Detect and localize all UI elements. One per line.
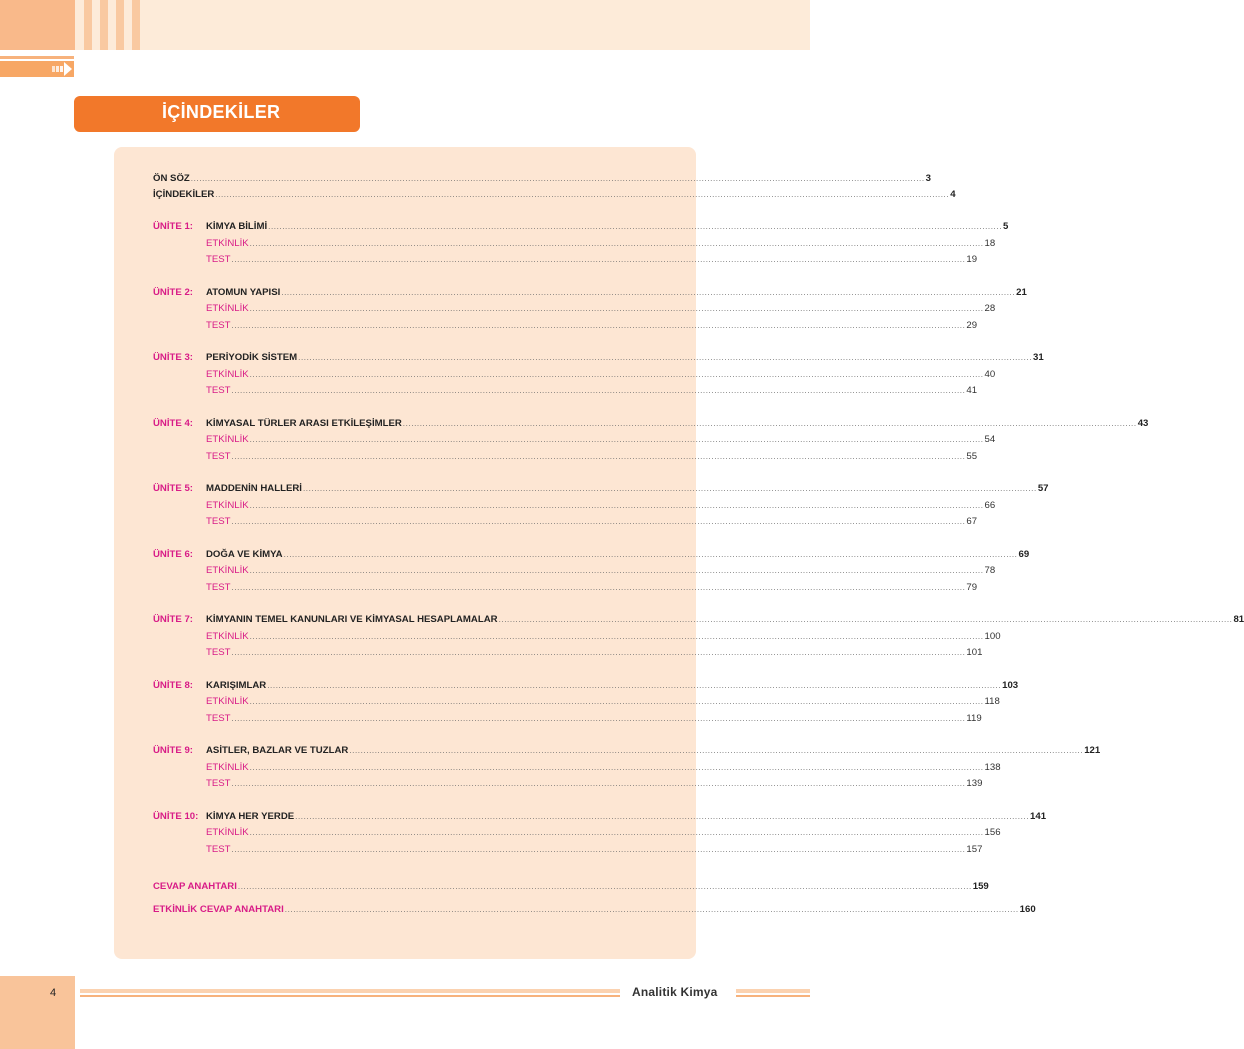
- entry-page-number: 78: [984, 565, 996, 576]
- title-banner: [74, 96, 360, 132]
- entry-label: İÇİNDEKİLER: [153, 189, 215, 200]
- dot-leader: ....................................................................................................................................................................................................................................................................: [249, 304, 984, 313]
- entry-page-number: 29: [966, 319, 978, 331]
- dot-leader: ....................................................................................................................................................................................................................................................................: [249, 631, 984, 641]
- unit-number: ÜNİTE 2:: [153, 286, 193, 298]
- header-stripe: [116, 0, 124, 50]
- entry-page-number: 157: [966, 843, 983, 855]
- dot-leader: ....................................................................................................................................................................................................................................................................: [298, 353, 1033, 362]
- footer-rule: [736, 989, 810, 993]
- entry-label: ETKİNLİK: [206, 827, 249, 838]
- activity-entry: [153, 695, 1000, 709]
- unit-entry: [153, 548, 1030, 562]
- dot-leader: ....................................................................................................................................................................................................................................................................: [215, 190, 950, 199]
- entry-label: ETKİNLİK: [206, 761, 249, 773]
- dot-leader: ....................................................................................................................................................................................................................................................................: [249, 369, 984, 379]
- unit-number: ÜNİTE 5:: [153, 483, 193, 494]
- entry-page-number: 156: [984, 827, 1001, 838]
- dot-leader: ....................................................................................................................................................................................................................................................................: [284, 905, 1019, 914]
- entry-label: TEST: [206, 516, 231, 527]
- entry-label: TEST: [206, 778, 231, 789]
- page-number: 4: [50, 987, 57, 999]
- unit-entry: [153, 417, 1149, 431]
- entry-label: TEST: [206, 450, 231, 462]
- toc-entry: [153, 188, 956, 202]
- test-entry: [153, 581, 978, 595]
- entry-page-number: 159: [972, 881, 989, 892]
- unit-entry: [153, 810, 1047, 824]
- entry-label: ATOMUN YAPISI: [206, 286, 281, 298]
- page-title: İÇİNDEKİLER: [162, 102, 281, 122]
- dot-leader: ....................................................................................................................................................................................................................................................................: [249, 566, 984, 575]
- entry-label: TEST: [206, 712, 231, 724]
- dot-leader: ....................................................................................................................................................................................................................................................................: [249, 238, 984, 248]
- entry-page-number: 118: [984, 696, 1000, 707]
- unit-entry: [153, 220, 1009, 234]
- dot-leader: ....................................................................................................................................................................................................................................................................: [231, 713, 966, 723]
- dot-leader: ....................................................................................................................................................................................................................................................................: [268, 222, 1003, 231]
- entry-label: KİMYA BİLİMİ: [206, 221, 268, 232]
- dot-leader: ....................................................................................................................................................................................................................................................................: [302, 484, 1037, 493]
- entry-page-number: 119: [966, 712, 982, 724]
- unit-number: ÜNİTE 8:: [153, 679, 193, 691]
- dot-leader: ....................................................................................................................................................................................................................................................................: [249, 697, 984, 706]
- entry-label: ETKİNLİK: [206, 630, 249, 642]
- dot-leader: ....................................................................................................................................................................................................................................................................: [231, 320, 966, 330]
- unit-entry: [153, 351, 1044, 365]
- dot-leader: ....................................................................................................................................................................................................................................................................: [295, 811, 1030, 821]
- arrow-right-icon: [52, 60, 72, 78]
- test-entry: [153, 843, 983, 857]
- entry-page-number: 141: [1030, 810, 1047, 822]
- test-entry: [153, 646, 983, 660]
- footer-rule: [80, 989, 620, 993]
- entry-page-number: 28: [984, 303, 996, 314]
- dot-leader: ....................................................................................................................................................................................................................................................................: [249, 500, 984, 510]
- entry-page-number: 5: [1003, 221, 1009, 232]
- dot-leader: ....................................................................................................................................................................................................................................................................: [281, 287, 1016, 297]
- activity-entry: [153, 237, 996, 251]
- activity-entry: [153, 302, 996, 316]
- entry-label: ETKİNLİK: [206, 237, 249, 249]
- unit-number: ÜNİTE 1:: [153, 221, 193, 232]
- entry-page-number: 54: [984, 434, 996, 445]
- test-entry: [153, 253, 978, 267]
- entry-label: ETKİNLİK: [206, 303, 249, 314]
- activity-entry: [153, 826, 1001, 840]
- unit-number: ÜNİTE 6:: [153, 548, 193, 560]
- entry-label: TEST: [206, 385, 231, 396]
- entry-label: TEST: [206, 581, 231, 593]
- book-title: Analitik Kimya: [632, 985, 718, 999]
- dot-leader: ....................................................................................................................................................................................................................................................................: [231, 844, 966, 854]
- test-entry: [153, 319, 978, 333]
- entry-label: CEVAP ANAHTARI: [153, 881, 237, 892]
- unit-number: ÜNİTE 10:: [153, 810, 199, 822]
- dot-leader: ....................................................................................................................................................................................................................................................................: [267, 680, 1002, 690]
- entry-page-number: 3: [925, 173, 932, 184]
- unit-number: ÜNİTE 7:: [153, 614, 193, 625]
- dot-leader: ....................................................................................................................................................................................................................................................................: [283, 549, 1018, 559]
- entry-page-number: 81: [1233, 614, 1244, 625]
- entry-page-number: 57: [1037, 483, 1049, 494]
- unit-entry: [153, 679, 1019, 693]
- entry-page-number: 21: [1016, 286, 1027, 298]
- entry-page-number: 18: [984, 237, 996, 249]
- dot-leader: ....................................................................................................................................................................................................................................................................: [498, 615, 1233, 624]
- dot-leader: ....................................................................................................................................................................................................................................................................: [231, 648, 966, 657]
- header-rule: [0, 56, 74, 59]
- entry-page-number: 19: [966, 254, 978, 265]
- activity-entry: [153, 761, 1001, 775]
- entry-page-number: 69: [1018, 548, 1030, 560]
- entry-label: DOĞA VE KİMYA: [206, 548, 283, 560]
- unit-entry: [153, 613, 1244, 627]
- test-entry: [153, 450, 978, 464]
- entry-page-number: 101: [966, 647, 983, 658]
- unit-number: ÜNİTE 9:: [153, 745, 193, 756]
- dot-leader: ....................................................................................................................................................................................................................................................................: [190, 174, 925, 183]
- entry-label: TEST: [206, 254, 231, 265]
- entry-page-number: 31: [1033, 352, 1044, 363]
- dot-leader: ....................................................................................................................................................................................................................................................................: [249, 828, 984, 837]
- entry-label: ETKİNLİK: [206, 565, 249, 576]
- entry-label: ETKİNLİK: [206, 696, 249, 707]
- entry-label: KİMYA HER YERDE: [206, 810, 295, 822]
- activity-entry: [153, 433, 996, 447]
- answer-key-entry: [153, 880, 989, 894]
- footer-rule: [736, 995, 810, 997]
- footer-rule: [80, 995, 620, 997]
- dot-leader: ....................................................................................................................................................................................................................................................................: [231, 255, 966, 264]
- entry-page-number: 121: [1084, 745, 1101, 756]
- entry-label: KİMYANIN TEMEL KANUNLARI VE KİMYASAL HESAPLAMALAR: [206, 614, 498, 625]
- entry-page-number: 40: [984, 368, 996, 380]
- dot-leader: ....................................................................................................................................................................................................................................................................: [231, 451, 966, 461]
- test-entry: [153, 515, 978, 529]
- entry-page-number: 138: [984, 761, 1001, 773]
- dot-leader: ....................................................................................................................................................................................................................................................................: [231, 386, 966, 395]
- entry-label: TEST: [206, 319, 231, 331]
- entry-label: ETKİNLİK: [206, 434, 249, 445]
- dot-leader: ....................................................................................................................................................................................................................................................................: [349, 746, 1084, 755]
- entry-page-number: 43: [1137, 417, 1149, 429]
- header-stripe: [100, 0, 108, 50]
- entry-label: KARIŞIMLAR: [206, 679, 267, 691]
- entry-label: MADDENİN HALLERİ: [206, 483, 302, 494]
- test-entry: [153, 712, 982, 726]
- dot-leader: ....................................................................................................................................................................................................................................................................: [249, 762, 984, 772]
- entry-label: ETKİNLİK: [206, 368, 249, 380]
- entry-label: PERİYODİK SİSTEM: [206, 352, 298, 363]
- entry-page-number: 66: [984, 499, 996, 511]
- header-stripe: [132, 0, 140, 50]
- dot-leader: ....................................................................................................................................................................................................................................................................: [249, 435, 984, 444]
- unit-entry: [153, 286, 1027, 300]
- dot-leader: ....................................................................................................................................................................................................................................................................: [402, 418, 1137, 428]
- unit-number: ÜNİTE 3:: [153, 352, 193, 363]
- footer-corner-block: [0, 976, 75, 1049]
- answer-key-entry: [153, 903, 1036, 917]
- dot-leader: ....................................................................................................................................................................................................................................................................: [231, 779, 966, 788]
- entry-label: ETKİNLİK CEVAP ANAHTARI: [153, 904, 284, 915]
- activity-entry: [153, 499, 996, 513]
- entry-label: TEST: [206, 843, 231, 855]
- entry-page-number: 41: [966, 385, 978, 396]
- entry-page-number: 79: [966, 581, 978, 593]
- entry-page-number: 100: [984, 630, 1001, 642]
- entry-page-number: 55: [966, 450, 978, 462]
- unit-number: ÜNİTE 4:: [153, 417, 193, 429]
- entry-page-number: 103: [1002, 679, 1019, 691]
- toc-entry: [153, 172, 932, 186]
- unit-entry: [153, 482, 1049, 496]
- activity-entry: [153, 630, 1001, 644]
- test-entry: [153, 777, 983, 791]
- test-entry: [153, 384, 978, 398]
- entry-page-number: 139: [966, 778, 983, 789]
- entry-label: ASİTLER, BAZLAR VE TUZLAR: [206, 745, 349, 756]
- entry-page-number: 67: [966, 516, 978, 527]
- entry-page-number: 160: [1019, 904, 1036, 915]
- entry-label: ÖN SÖZ: [153, 173, 190, 184]
- entry-label: TEST: [206, 647, 231, 658]
- entry-label: KİMYASAL TÜRLER ARASI ETKİLEŞİMLER: [206, 417, 402, 429]
- entry-page-number: 4: [950, 189, 956, 200]
- activity-entry: [153, 564, 996, 578]
- header-stripe: [84, 0, 92, 50]
- dot-leader: ....................................................................................................................................................................................................................................................................: [237, 882, 972, 891]
- header-corner-block: [0, 0, 75, 50]
- dot-leader: ....................................................................................................................................................................................................................................................................: [231, 517, 966, 526]
- dot-leader: ....................................................................................................................................................................................................................................................................: [231, 582, 966, 592]
- activity-entry: [153, 368, 996, 382]
- entry-label: ETKİNLİK: [206, 499, 249, 511]
- unit-entry: [153, 744, 1101, 758]
